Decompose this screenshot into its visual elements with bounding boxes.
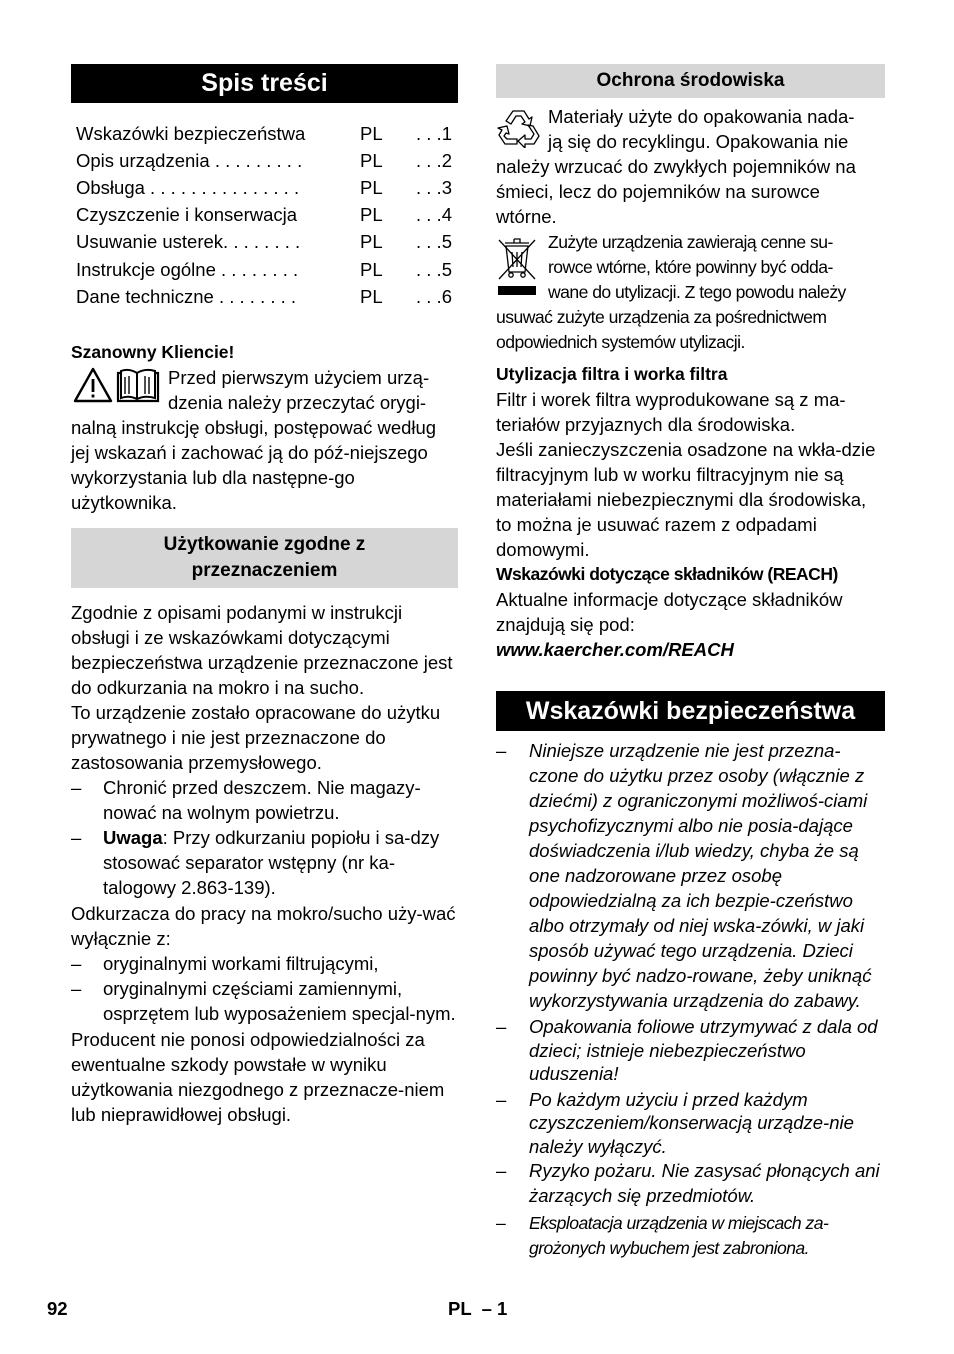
filter-disposal-para-1: Filtr i worek filtra wyprodukowane są z ma-teriałów przyjaznych dla środowiska.: [496, 389, 846, 435]
list-item: [71, 951, 458, 976]
toc-entry-title: Czyszczenie i konserwacja: [76, 204, 298, 226]
bullet-dash: –: [71, 953, 82, 975]
weee-line-1: Zużyte urządzenia zawierają cenne su-: [548, 232, 833, 252]
environment-heading: Ochrona środowiska: [496, 64, 885, 98]
toc-entry-lang: PL: [360, 231, 383, 253]
safety-heading: Wskazówki bezpieczeństwa: [496, 691, 885, 731]
intended-use-heading-line-2: przeznaczeniem: [191, 560, 338, 582]
toc-row[interactable]: [71, 283, 458, 310]
intended-use-para-4: Producent nie ponosi odpowiedzialności za ewentualne szkody powstałe w wyniku użytkowania niezgodnego z przeznacze-niem lub nieprawidłowej obsługi.: [71, 1029, 445, 1126]
toc-row[interactable]: [71, 229, 458, 256]
intended-use-para-2: To urządzenie zostało opracowane do użytku prywatnego i nie jest przeznaczone do zastosowania przemysłowego.: [71, 702, 441, 774]
section-page-label: PL – 1: [448, 1298, 508, 1319]
safety-item-text: Ryzyko pożaru. Nie zasysać płonących ani żarzących się przedmiotów.: [529, 1160, 880, 1206]
safety-item: [496, 738, 885, 1013]
notice-line-1: Przed pierwszym użyciem urzą-: [168, 367, 430, 389]
recycle-line-2: ją się do recyklingu. Opakowania nie: [548, 131, 849, 152]
recycle-line-1: Materiały użyte do opakowania nada-: [548, 106, 855, 127]
toc-entry-page: . . .1: [416, 122, 452, 144]
safety-item-text: Po każdym użyciu i przed każdym czyszczeniem/konserwacją urządze-nie należy wyłączyć.: [529, 1088, 854, 1157]
weee-line-3: wane do utylizacji. Z tego powodu należy: [548, 282, 846, 302]
bullet-dash: –: [496, 740, 507, 761]
toc-row[interactable]: [71, 147, 458, 174]
recycling-notice: [496, 104, 885, 229]
list-item: [71, 976, 458, 1026]
toc-entry-page: . . .5: [416, 231, 452, 253]
toc-entry-title: Instrukcje ogólne . . . . . . . .: [76, 258, 299, 280]
toc-entry-lang: PL: [360, 258, 383, 280]
list-item: [71, 825, 458, 900]
right-column: [496, 64, 885, 1261]
list-item-text: Chronić przed deszczem. Nie magazy-nować na wolnym powietrzu.: [103, 777, 421, 824]
safety-item-text: Niniejsze urządzenie nie jest przezna-czone do użytku przez osoby (włącznie z dziećmi) z ograniczonymi możliwoś-ciami psychofizycznymi albo nie posia-dające doświadczenia i/lub wiedzy, chyba że są one nadzorowane przez osobę odpowiedzialną za ich bezpie-czeństwo albo otrzymały od niej wska-zówki, w jaki sposób używać tego urządzenia. Dzieci powinny być nadzo-rowane, żeby uniknąć wykorzystywania urządzenia do zabawy.: [529, 740, 872, 1011]
toc-row[interactable]: [71, 256, 458, 283]
toc-row[interactable]: [71, 202, 458, 229]
caution-label: Uwaga: [103, 827, 163, 849]
toc-dots: . . . . . . . . .: [209, 149, 303, 171]
safety-item: [496, 1015, 885, 1086]
reach-para: Aktualne informacje dotyczące składników znajdują się pod:: [496, 589, 843, 635]
toc-dots: . . . . . . . . . . . . . . .: [144, 176, 300, 198]
notice-rest: nalną instrukcję obsługi, postępować według jej wskazań i zachować ją do póź-niejszego wykorzystania lub dla następne-go użytkownika.: [71, 417, 437, 514]
safety-item-text: Eksploatacja urządzenia w miejscach za-grożonych wybuchem jest zabroniona.: [529, 1213, 829, 1258]
toc-entry-lang: PL: [360, 285, 383, 307]
toc-heading: Spis treści: [71, 64, 458, 103]
toc-entry-page: . . .2: [416, 149, 452, 171]
toc-entry-title: Dane techniczne . . . . . . . .: [76, 285, 297, 307]
weee-rest: usuwać zużyte urządzenia za pośrednictwem odpowiednich systemów utylizacji.: [496, 307, 827, 352]
toc-entry-lang: PL: [360, 204, 383, 226]
list-item-text: oryginalnymi workami filtrującymi,: [103, 953, 379, 975]
bullet-dash: –: [71, 978, 82, 1000]
toc-entry-lang: PL: [360, 176, 383, 198]
warning-manual-icon: [73, 367, 161, 405]
toc-row[interactable]: [71, 174, 458, 201]
filter-disposal-para-2: Jeśli zanieczyszczenia osadzone na wkła-dzie filtracyjnym lub w worku filtracyjnym nie są materiałami niebezpiecznymi dla środowiska, to można je usuwać razem z odpadami domowymi.: [496, 439, 876, 560]
toc-entry-title: Usuwanie usterek. . . . . . . .: [76, 231, 301, 253]
toc-dots: . . . . . . . .: [213, 285, 297, 307]
page-number: 92: [47, 1298, 68, 1319]
bullet-dash: –: [496, 1213, 506, 1233]
table-of-contents: [71, 120, 458, 310]
bullet-dash: –: [71, 827, 82, 849]
left-column: [71, 64, 458, 1127]
read-manual-notice: [71, 365, 458, 515]
reach-heading: Wskazówki dotyczące składników (REACH): [496, 564, 838, 584]
intended-use-heading: [71, 528, 458, 588]
toc-entry-page: . . .5: [416, 258, 452, 280]
recycle-rest: należy wrzucać do zwykłych pojemników na śmieci, lecz do pojemników na surowce wtórne.: [496, 156, 856, 227]
toc-row[interactable]: [71, 120, 458, 147]
toc-entry-page: . . .4: [416, 204, 452, 226]
list-item-text: oryginalnymi częściami zamiennymi, osprzętem lub wyposażeniem specjal-nym.: [103, 978, 456, 1025]
bullet-dash: –: [496, 1088, 507, 1110]
bullet-dash: –: [496, 1160, 507, 1181]
toc-entry-lang: PL: [360, 122, 383, 144]
weee-notice: [496, 230, 885, 355]
toc-entry-lang: PL: [360, 149, 383, 171]
toc-entry-page: . . .6: [416, 285, 452, 307]
recycling-icon: [497, 108, 541, 148]
greeting-heading: Szanowny Kliencie!: [71, 342, 235, 363]
filter-disposal-heading: Utylizacja filtra i worka filtra: [496, 364, 728, 384]
toc-entry-page: . . .3: [416, 176, 452, 198]
crossed-bin-icon: [496, 234, 538, 300]
safety-item-text: Opakowania foliowe utrzymywać z dala od dzieci; istnieje niebezpieczeństwo uduszenia!: [529, 1016, 878, 1084]
toc-entry-title: Obsługa . . . . . . . . . . . . . . .: [76, 176, 300, 198]
toc-dots: . . . . . . . .: [215, 258, 299, 280]
intended-use-para-1: Zgodnie z opisami podanymi w instrukcji obsługi i ze wskazówkami dotyczącymi bezpieczeństwa urządzenie przeznaczone jest do odkurzania na mokro i na sucho.: [71, 602, 453, 699]
list-item: [71, 775, 458, 825]
intended-use-heading-line-1: Użytkowanie zgodne z: [163, 534, 366, 556]
weee-line-2: rowce wtórne, które powinny być odda-: [548, 257, 833, 277]
intended-use-para-3: Odkurzacza do pracy na mokro/sucho uży-wać wyłącznie z:: [71, 903, 456, 950]
safety-item: [496, 1158, 885, 1208]
safety-item: [496, 1211, 885, 1261]
toc-dots: . . . . . . . .: [223, 231, 301, 253]
toc-entry-title: Wskazówki bezpieczeństwa: [76, 122, 306, 144]
safety-list: [496, 738, 885, 1261]
toc-entry-title: Opis urządzenia . . . . . . . . .: [76, 149, 303, 171]
list-item-text: : Przy odkurzaniu popiołu i sa-dzy stosować separator wstępny (nr ka-talogowy 2.863-139).: [103, 827, 440, 899]
bullet-dash: –: [71, 777, 82, 799]
notice-line-2: dzenia należy przeczytać orygi-: [168, 392, 427, 414]
safety-item: [496, 1088, 885, 1159]
reach-link[interactable]: www.kaercher.com/REACH: [496, 639, 734, 660]
bullet-dash: –: [496, 1016, 507, 1037]
